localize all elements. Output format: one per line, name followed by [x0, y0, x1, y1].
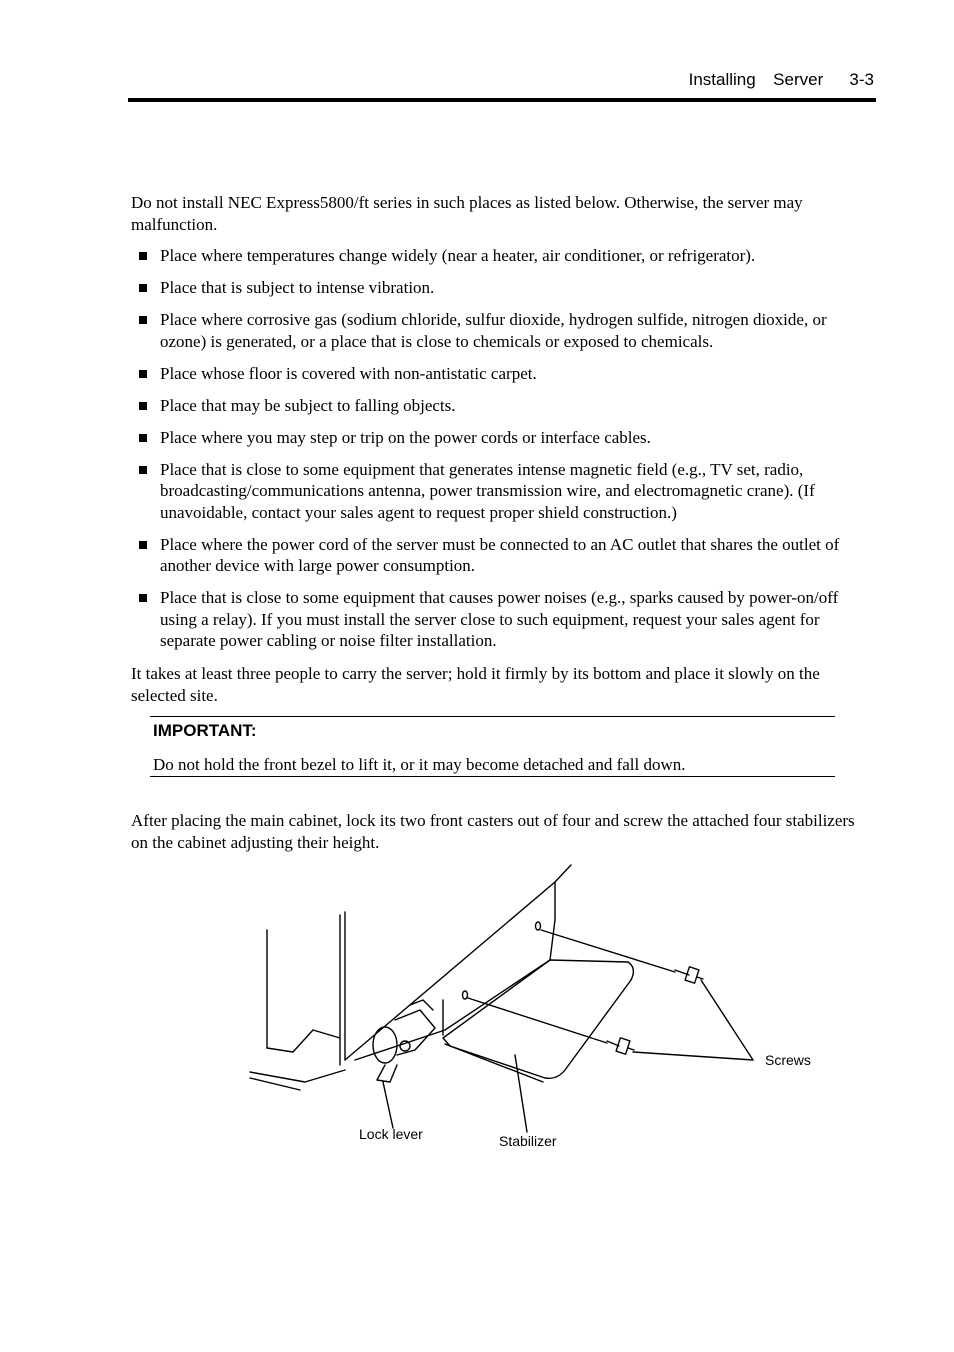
list-item [131, 459, 876, 524]
square-bullet-icon [139, 402, 147, 410]
square-bullet-icon [139, 284, 147, 292]
screw-guide-upper [541, 930, 675, 972]
screw-upper [675, 967, 703, 983]
list-item-text: Place that may be subject to falling objects. [160, 395, 456, 415]
list-item-text: Place that is close to some equipment that generates intense magnetic field (e.g., TV set, radio, broadcasting/communications antenna, power transmission wire, and electromagnetic crane). (If unavoidable, contact your sales agent to request proper shield construction.) [160, 459, 815, 522]
cabinet-stabilizer-illustration [245, 860, 765, 1160]
list-item-text: Place where corrosive gas (sodium chloride, sulfur dioxide, hydrogen sulfide, nitrogen dioxide, or ozone) is generated, or a place that is close to chemicals or exposed to chemicals. [160, 310, 827, 351]
list-item-text: Place where the power cord of the server must be connected to an AC outlet that shares the outlet of another device with large power consumption. [160, 534, 840, 575]
list-item [131, 363, 876, 385]
list-item [131, 309, 876, 352]
list-item-text: Place where you may step or trip on the power cords or interface cables. [160, 427, 651, 447]
square-bullet-icon [139, 594, 147, 602]
cabinet-base-line [250, 1070, 345, 1082]
leader-stabilizer [515, 1055, 527, 1132]
cabinet-bottom-step [267, 1030, 340, 1052]
square-bullet-icon [139, 316, 147, 324]
carry-paragraph: It takes at least three people to carry the server; hold it firmly by its bottom and place it slowly on the selected site. [131, 664, 820, 705]
header-page-number: 3-3 [849, 70, 874, 89]
figure-label-screws: Screws [765, 1052, 811, 1068]
list-item-text: Place whose floor is covered with non-antistatic carpet. [160, 363, 537, 383]
leader-screws-lower [633, 1052, 753, 1060]
square-bullet-icon [139, 434, 147, 442]
square-bullet-icon [139, 541, 147, 549]
list-item [131, 245, 876, 267]
screw-guide-lower [468, 998, 607, 1043]
figure-label-stabilizer: Stabilizer [499, 1133, 557, 1149]
list-item [131, 587, 876, 652]
list-item-text: Place where temperatures change widely (near a heater, air conditioner, or refrigerator). [160, 246, 756, 265]
important-top-rule [150, 716, 835, 717]
lock-lever-handle [377, 1065, 397, 1082]
page-header [689, 70, 874, 90]
important-bottom-rule [150, 776, 835, 777]
stabilizer-plate [443, 960, 633, 1078]
list-item [131, 395, 876, 417]
screw-hole-upper [536, 922, 541, 930]
caster-wheel [373, 1027, 397, 1063]
leader-lock-lever [383, 1082, 393, 1128]
stabilizer-plate-edge [445, 1044, 543, 1082]
list-item-text: Place that is subject to intense vibration. [160, 278, 435, 297]
intro-paragraph: Do not install NEC Express5800/ft series in such places as listed below. Otherwise, the server may malfunction. [131, 193, 803, 234]
leader-screws-upper [701, 980, 753, 1060]
screw-hole-lower [463, 991, 468, 999]
list-item [131, 427, 876, 449]
square-bullet-icon [139, 466, 147, 474]
header-rule [128, 98, 876, 102]
caster-pivot [400, 1041, 410, 1051]
stabilizer-paragraph: After placing the main cabinet, lock its two front casters out of four and screw the attached four stabilizers on the cabinet adjusting their height. [131, 811, 855, 852]
square-bullet-icon [139, 252, 147, 260]
header-section-title: Installing Server [688, 70, 824, 89]
cabinet-lower-panel [355, 920, 555, 1060]
unsuitable-places-list [131, 245, 876, 662]
list-item-text: Place that is close to some equipment that causes power noises (e.g., sparks caused by power-on/off using a relay). If you must install the server close to such equipment, request your sales agent for separate power cabling or noise filter installation. [160, 588, 839, 650]
screw-lower [607, 1038, 634, 1054]
important-text: Do not hold the front bezel to lift it, or it may become detached and fall down. [153, 755, 686, 774]
stabilizer-figure [245, 860, 811, 1160]
cabinet-side-diagonal [345, 865, 571, 1060]
list-item [131, 534, 876, 577]
important-title: IMPORTANT: [153, 721, 257, 740]
square-bullet-icon [139, 370, 147, 378]
figure-label-lock-lever: Lock lever [359, 1126, 423, 1142]
list-item [131, 277, 876, 299]
